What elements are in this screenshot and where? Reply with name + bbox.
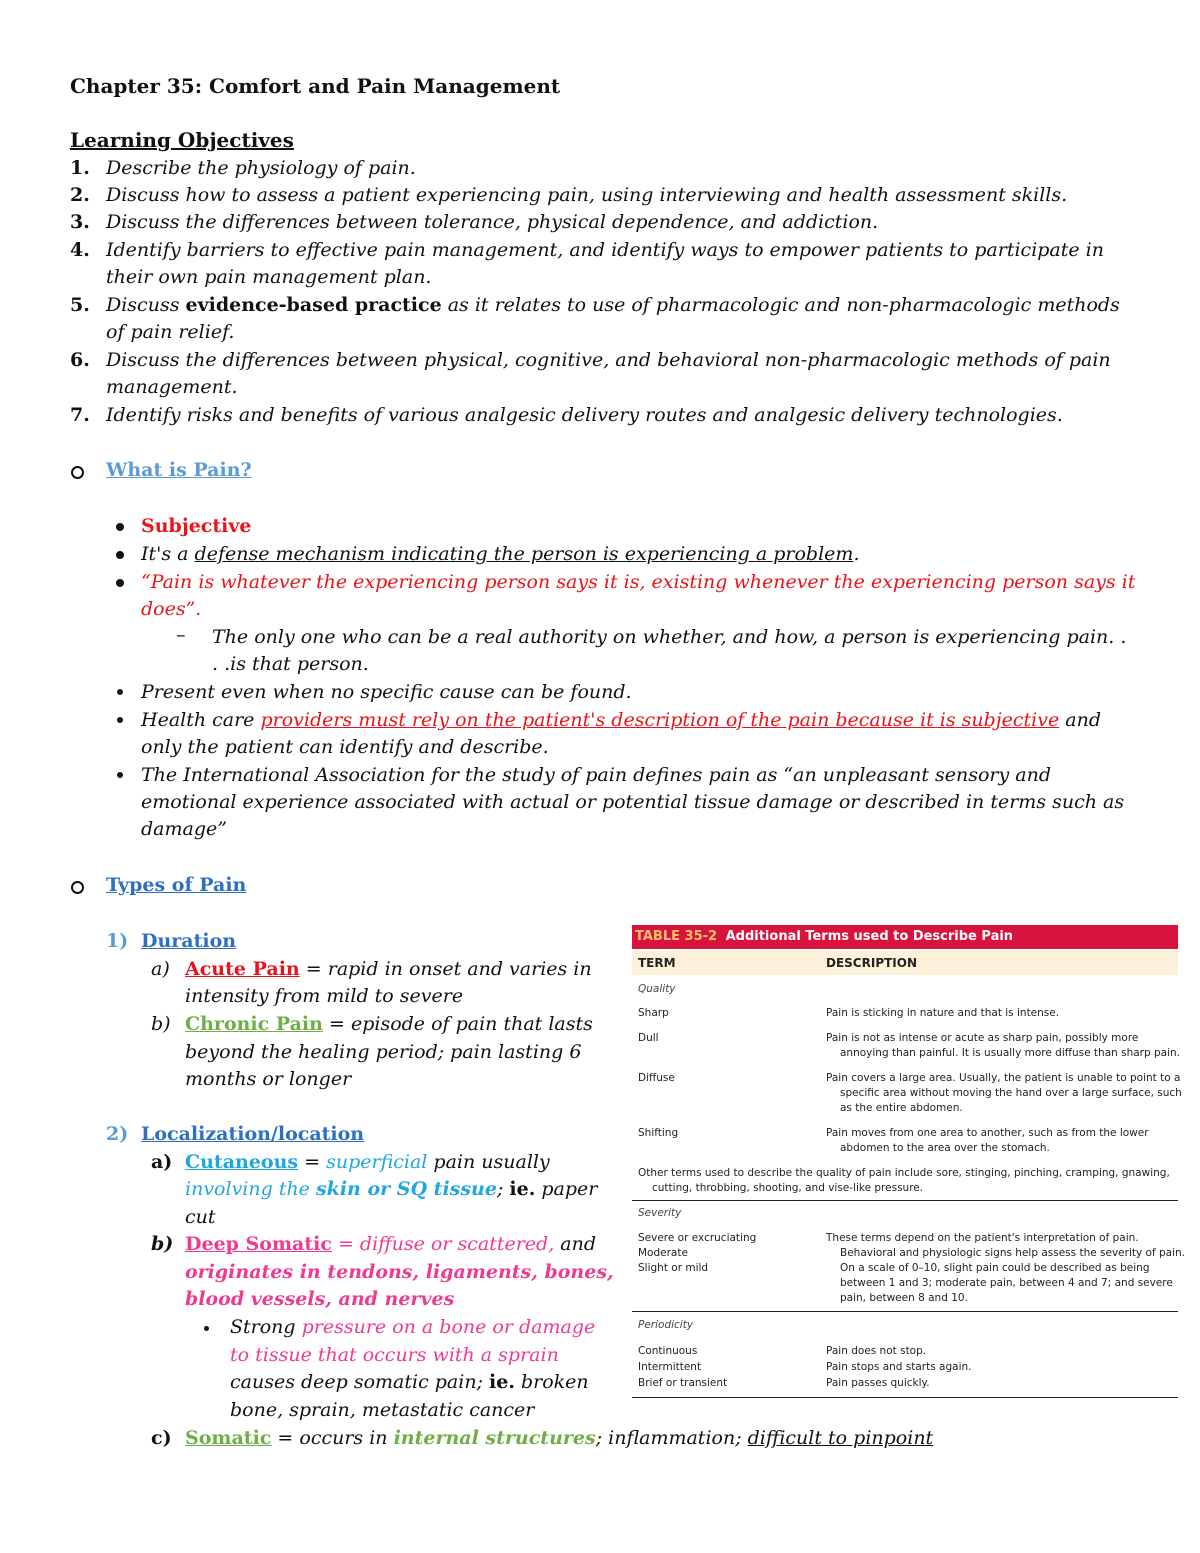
objective-item-continued: their own pain management plan.	[106, 266, 432, 288]
acute-pain-continued: intensity from mild to severe	[185, 985, 464, 1007]
cutaneous-continued: involving the skin or SQ tissue; ie. paper	[185, 1178, 598, 1200]
objective-item: Describe the physiology of pain.	[106, 157, 416, 179]
duration-heading: Duration	[141, 930, 237, 952]
table-rule	[632, 1200, 1178, 1201]
term-diffuse: Diffuse	[638, 1072, 675, 1084]
deep-somatic-letter: b)	[151, 1233, 174, 1255]
strong-pressure-continued: causes deep somatic pain; ie. broken	[230, 1371, 589, 1393]
table-rule	[632, 1397, 1178, 1398]
acute-letter: a)	[151, 958, 170, 980]
desc-severity-continued: between 1 and 3; moderate pain, between 4 and 7; and severe	[840, 1277, 1173, 1289]
table-title: Additional Terms used to Describe Pain	[725, 929, 1014, 944]
objective-item: Identify barriers to effective pain management, and identify ways to empower patients to participate in	[106, 239, 1104, 261]
desc-diffuse-continued: as the entire abdomen.	[840, 1102, 963, 1114]
objective-item: Discuss the differences between physical, cognitive, and behavioral non-pharmacologic methods of pain	[106, 349, 1111, 371]
objective-item-continued: management.	[106, 376, 238, 398]
desc-diffuse-continued: specific area without moving the hand over a large surface, such	[840, 1087, 1182, 1099]
objective-item: Discuss how to assess a patient experiencing pain, using interviewing and health assessment skills.	[106, 184, 1068, 206]
defense-mechanism-text: It's a defense mechanism indicating the person is experiencing a problem.	[141, 543, 860, 565]
strong-pressure-continued: bone, sprain, metastatic cancer	[230, 1399, 535, 1421]
health-care-text: Health care providers must rely on the patient's description of the pain because it is subjective and	[141, 709, 1102, 731]
desc-diffuse: Pain covers a large area. Usually, the patient is unable to point to a	[826, 1072, 1181, 1084]
bullet-icon	[117, 689, 123, 695]
desc-dull: Pain is not as intense or acute as sharp pain, possibly more	[826, 1032, 1139, 1044]
desc-sharp: Pain is sticking in nature and that is intense.	[826, 1007, 1060, 1019]
strong-pressure-continued: to tissue that occurs with a sprain	[230, 1344, 559, 1366]
term-moderate: Moderate	[638, 1247, 688, 1259]
table-header-bar	[632, 925, 1178, 949]
term-shifting: Shifting	[638, 1127, 679, 1139]
no-cause-text: Present even when no specific cause can be found.	[141, 681, 632, 703]
desc-severity-continued: Behavioral and physiologic signs help assess the severity of pain.	[840, 1247, 1185, 1259]
section-quality: Quality	[638, 983, 676, 995]
objective-number: 1.	[70, 157, 90, 179]
iasp-definition-continued: damage”	[141, 818, 227, 840]
circle-bullet-icon	[71, 466, 84, 479]
strong-pressure-text: Strong pressure on a bone or damage	[230, 1316, 596, 1338]
pain-quote-continued: does”.	[141, 598, 202, 620]
desc-brief: Pain passes quickly.	[826, 1377, 930, 1389]
term-continuous: Continuous	[638, 1345, 698, 1357]
objective-number: 2.	[70, 184, 90, 206]
deep-somatic-item: Deep Somatic = diffuse or scattered, and	[185, 1233, 597, 1255]
chronic-letter: b)	[151, 1013, 171, 1035]
objective-number: 3.	[70, 211, 90, 233]
chronic-pain-continued: months or longer	[185, 1068, 352, 1090]
subjective-label: Subjective	[141, 515, 252, 537]
section-severity: Severity	[638, 1207, 682, 1219]
dash-bullet-icon: –	[176, 624, 186, 646]
table-tag: TABLE 35-2	[635, 929, 718, 944]
column-term: TERM	[638, 956, 676, 970]
chronic-pain-item: Chronic Pain = episode of pain that lasts	[185, 1013, 593, 1035]
somatic-item: Somatic = occurs in internal structures; inflammation; difficult to pinpoint	[185, 1427, 934, 1449]
somatic-letter: c)	[151, 1427, 172, 1449]
column-description: DESCRIPTION	[826, 956, 918, 970]
chronic-pain-continued: beyond the healing period; pain lasting 6	[185, 1041, 582, 1063]
desc-dull-continued: annoying than painful. It is usually more diffuse than sharp pain.	[840, 1047, 1181, 1059]
authority-text-continued: . .is that person.	[212, 653, 369, 675]
deep-somatic-continued: blood vessels, and nerves	[185, 1288, 455, 1310]
acute-pain-item: Acute Pain = rapid in onset and varies in	[185, 958, 592, 980]
desc-severity-continued: On a scale of 0–10, slight pain could be described as being	[840, 1262, 1150, 1274]
what-is-pain-heading: What is Pain?	[106, 459, 252, 481]
bullet-icon	[204, 1326, 209, 1331]
term-sharp: Sharp	[638, 1007, 669, 1019]
bullet-icon	[116, 523, 124, 531]
circle-bullet-icon	[71, 881, 84, 894]
term-brief: Brief or transient	[638, 1377, 728, 1389]
cutaneous-continued: cut	[185, 1206, 216, 1228]
bullet-icon	[116, 551, 124, 559]
iasp-definition: The International Association for the study of pain defines pain as “an unpleasant sensory and	[141, 764, 1051, 786]
bullet-icon	[117, 717, 123, 723]
objectives-heading: Learning Objectives	[70, 128, 294, 152]
term-severe: Severe or excruciating	[638, 1232, 757, 1244]
term-dull: Dull	[638, 1032, 659, 1044]
desc-shifting: Pain moves from one area to another, such as from the lower	[826, 1127, 1149, 1139]
location-heading: Localization/location	[141, 1123, 365, 1145]
term-intermittent: Intermittent	[638, 1361, 702, 1373]
page-title: Chapter 35: Comfort and Pain Management	[70, 74, 561, 98]
desc-shifting-continued: abdomen to the area over the stomach.	[840, 1142, 1050, 1154]
desc-continuous: Pain does not stop.	[826, 1345, 927, 1357]
duration-number: 1)	[106, 930, 129, 952]
table-column-headers	[632, 951, 1178, 975]
health-care-text-continued: only the patient can identify and describe.	[141, 736, 549, 758]
table-rule	[632, 1311, 1178, 1312]
term-slight: Slight or mild	[638, 1262, 709, 1274]
objective-item: Identify risks and benefits of various analgesic delivery routes and analgesic delivery technologies.	[106, 404, 1063, 426]
other-quality-terms: Other terms used to describe the quality of pain include sore, stinging, pinching, cramping, gnawing,	[638, 1167, 1170, 1179]
objective-item: Discuss the differences between tolerance, physical dependence, and addiction.	[106, 211, 879, 233]
pain-quote: “Pain is whatever the experiencing person says it is, existing whenever the experiencing person says it	[141, 571, 1136, 593]
deep-somatic-continued: originates in tendons, ligaments, bones,	[185, 1261, 614, 1283]
bullet-icon	[117, 772, 123, 778]
objective-item-continued: of pain relief.	[106, 321, 235, 343]
objective-number: 5.	[70, 294, 90, 316]
desc-severity-continued: pain, between 8 and 10.	[840, 1292, 968, 1304]
types-of-pain-heading: Types of Pain	[106, 874, 247, 896]
cutaneous-letter: a)	[151, 1151, 173, 1173]
evidence-based-term: evidence-based practice	[185, 294, 442, 316]
objective-number: 6.	[70, 349, 90, 371]
pain-terms-table	[632, 925, 1185, 1401]
authority-text: The only one who can be a real authority on whether, and how, a person is experiencing pain. .	[212, 626, 1127, 648]
desc-severity: These terms depend on the patient's interpretation of pain.	[826, 1232, 1139, 1244]
bullet-icon	[116, 579, 124, 587]
cutaneous-item: Cutaneous = superficial pain usually	[185, 1151, 550, 1173]
iasp-definition-continued: emotional experience associated with actual or potential tissue damage or described in terms such as	[141, 791, 1125, 813]
desc-intermittent: Pain stops and starts again.	[826, 1361, 972, 1373]
location-number: 2)	[106, 1123, 129, 1145]
objective-number: 7.	[70, 404, 90, 426]
objective-item: Discuss evidence-based practice as it relates to use of pharmacologic and non-pharmacologic methods	[106, 294, 1120, 316]
section-periodicity: Periodicity	[638, 1319, 694, 1331]
other-quality-terms-continued: cutting, throbbing, shooting, and vise-like pressure.	[652, 1182, 924, 1194]
objective-number: 4.	[70, 239, 90, 261]
